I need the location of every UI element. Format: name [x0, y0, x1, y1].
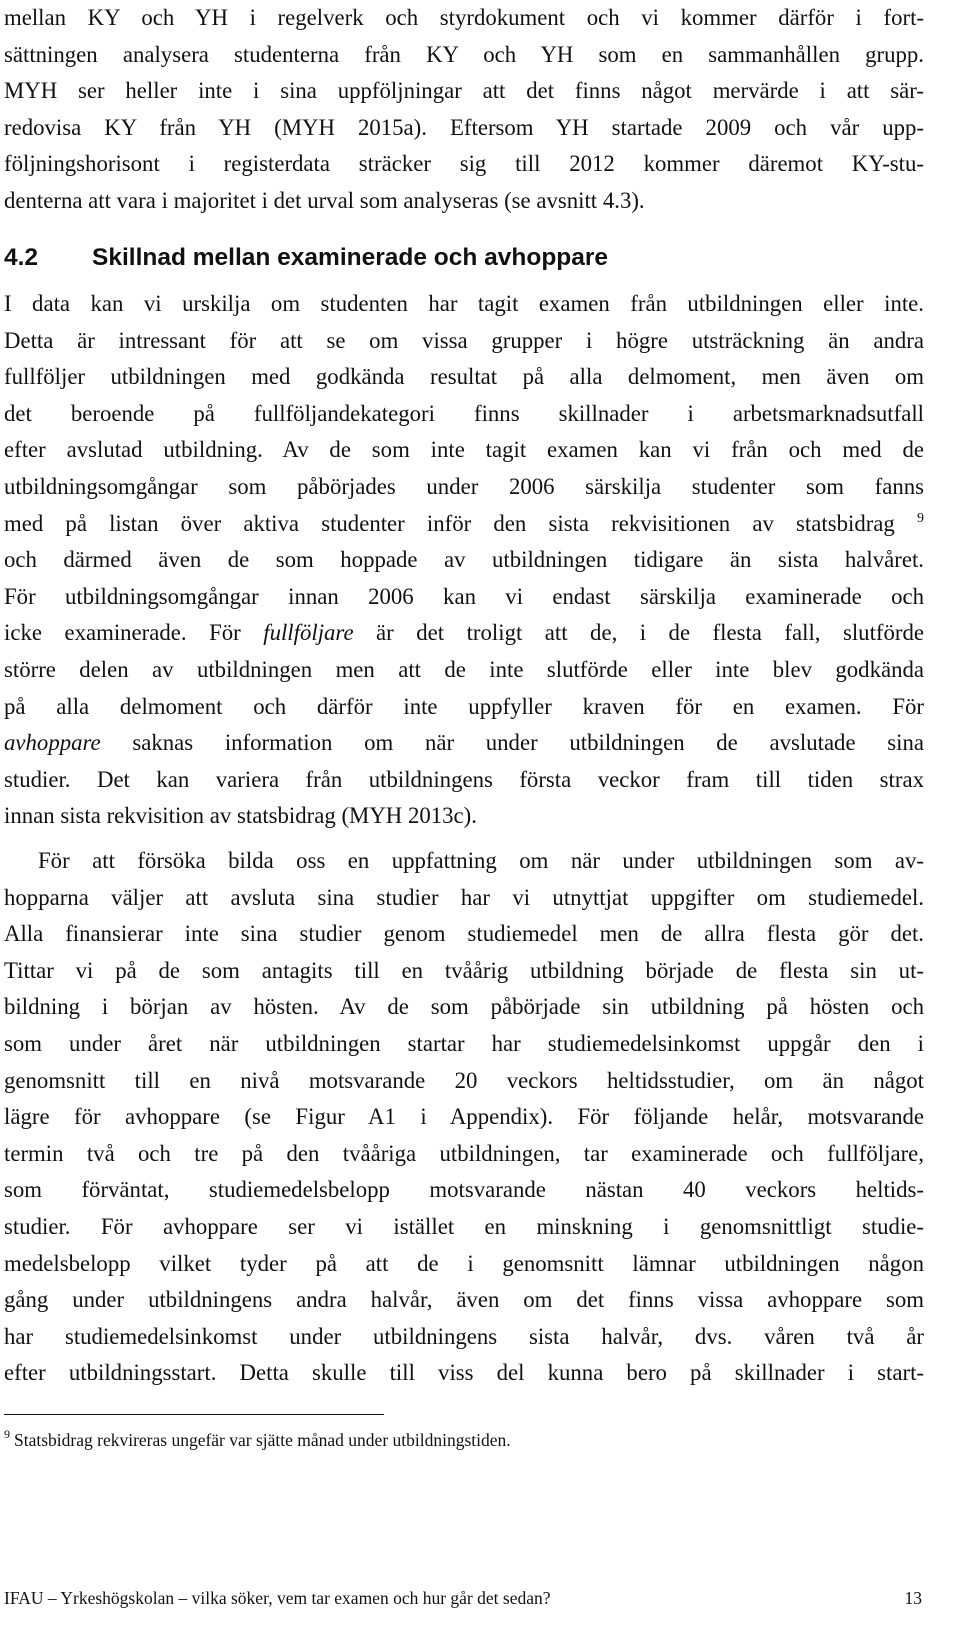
text-line: större delen av utbildningen men att de inte slutförde eller inte blev godkända [4, 656, 924, 682]
paragraph-last [4, 843, 924, 1392]
footnote-number: 9 [4, 1427, 10, 1441]
text-line: Alla finansierar inte sina studier genom studiemedel men de allra flesta gör det. [4, 921, 924, 947]
text-line: Tittar vi på de som antagits till en tvåårig utbildning började de flesta sin ut- [4, 957, 924, 983]
text-line: För att försöka bilda oss en uppfattning om när under utbildningen som av- [38, 848, 924, 873]
text-line: studier. För avhoppare ser vi istället en minskning i genomsnittligt studie- [4, 1213, 924, 1239]
text-line: har studiemedelsinkomst under utbildningens sista halvår, dvs. våren två år [4, 1323, 924, 1349]
text-line: hopparna väljer att avsluta sina studier har vi utnyttjat uppgifter om studiemedel. [4, 884, 924, 910]
text-line: mellan KY och YH i regelverk och styrdokument och vi kommer därför i fort- [4, 5, 924, 30]
text-line: Detta är intressant för att se om vissa grupper i högre utsträckning än andra [4, 327, 924, 353]
emphasis-fullfoljare: fullföljare [263, 620, 354, 646]
text-segment: är det troligt att de, i de flesta fall, slutförde [353, 620, 924, 646]
text-line: medelsbelopp vilket tyder på att de i genomsnitt lämnar utbildningen någon [4, 1250, 924, 1276]
text-line [4, 506, 924, 543]
text-line: som förväntat, studiemedelsbelopp motsvarande nästan 40 veckors heltids- [4, 1177, 924, 1203]
text-line: sättningen analysera studenterna från KY och YH som en sammanhållen grupp. [4, 41, 924, 67]
text-line: denterna att vara i majoritet i det urval som analyseras (se avsnitt 4.3). [4, 187, 645, 213]
text-line: och därmed även de som hoppade av utbildningen tidigare än sista halvåret. [4, 547, 924, 573]
text-line: efter utbildningsstart. Detta skulle till viss del kunna bero på skillnader i start- [4, 1360, 924, 1386]
text-line: gång under utbildningens andra halvår, även om det finns vissa avhoppare som [4, 1287, 924, 1313]
text-line: genomsnitt till en nivå motsvarande 20 veckors heltidsstudier, om än något [4, 1067, 924, 1093]
text-line: I data kan vi urskilja om studenten har tagit examen från utbildningen eller inte. [4, 291, 924, 316]
text-segment: med på listan över aktiva studenter inför den sista rekvisitionen av statsbidrag [4, 510, 895, 536]
footnote [4, 1425, 924, 1455]
text-line: redovisa KY från YH (MYH 2015a). Eftersom YH startade 2009 och vår upp- [4, 114, 924, 140]
page-number: 13 [904, 1588, 922, 1608]
text-line: bildning i början av hösten. Av de som påbörjade sin utbildning på hösten och [4, 994, 924, 1020]
text-line: efter avslutad utbildning. Av de som inte tagit examen kan vi från och med de [4, 437, 924, 463]
page-footer [4, 1584, 924, 1612]
paragraph-section [4, 286, 924, 835]
section-heading [4, 240, 924, 276]
footnote-reference[interactable]: 9 [917, 510, 925, 526]
text-line: studier. Det kan variera från utbildningens första veckor fram till tiden strax [4, 766, 924, 792]
text-line: utbildningsomgångar som påbörjades under 2006 särskilja studenter som fanns [4, 473, 924, 499]
text-line: fullföljer utbildningen med godkända resultat på alla delmoment, men även om [4, 364, 924, 390]
section-title: Skillnad mellan examinerade och avhoppare [92, 244, 609, 271]
footnote-separator [4, 1414, 384, 1415]
text-line: det beroende på fullföljandekategori finns skillnader i arbetsmarknadsutfall [4, 400, 924, 426]
text-line [4, 615, 924, 652]
footnote-text: Statsbidrag rekvireras ungefär var sjätte månad under utbildningstiden. [14, 1430, 511, 1450]
running-title: IFAU – Yrkeshögskolan – vilka söker, vem tar examen och hur går det sedan? [4, 1588, 551, 1608]
section-number: 4.2 [4, 244, 39, 271]
text-line: som under året när utbildningen startar har studiemedelsinkomst uppgår den i [4, 1030, 924, 1056]
text-line: innan sista rekvisition av statsbidrag (MYH 2013c). [4, 803, 477, 829]
emphasis-avhoppare: avhoppare [4, 730, 101, 756]
text-line: på alla delmoment och därför inte uppfyller kraven för en examen. För [4, 693, 924, 719]
text-line: följningshorisont i registerdata sträcker sig till 2012 kommer däremot KY-stu- [4, 151, 924, 177]
text-line: lägre för avhoppare (se Figur A1 i Appendix). För följande helår, motsvarande [4, 1104, 924, 1130]
text-line: termin två och tre på den tvååriga utbildningen, tar examinerade och fullföljare, [4, 1140, 924, 1166]
text-segment: saknas information om när under utbildningen de avslutade sina [100, 730, 924, 756]
text-line: MYH ser heller inte i sina uppföljningar att det finns något mervärde i att sär- [4, 78, 924, 104]
text-line [4, 725, 924, 762]
text-segment: icke examinerade. För [4, 620, 264, 646]
paragraph-top [4, 0, 924, 220]
text-line: För utbildningsomgångar innan 2006 kan vi endast särskilja examinerade och [4, 583, 924, 609]
